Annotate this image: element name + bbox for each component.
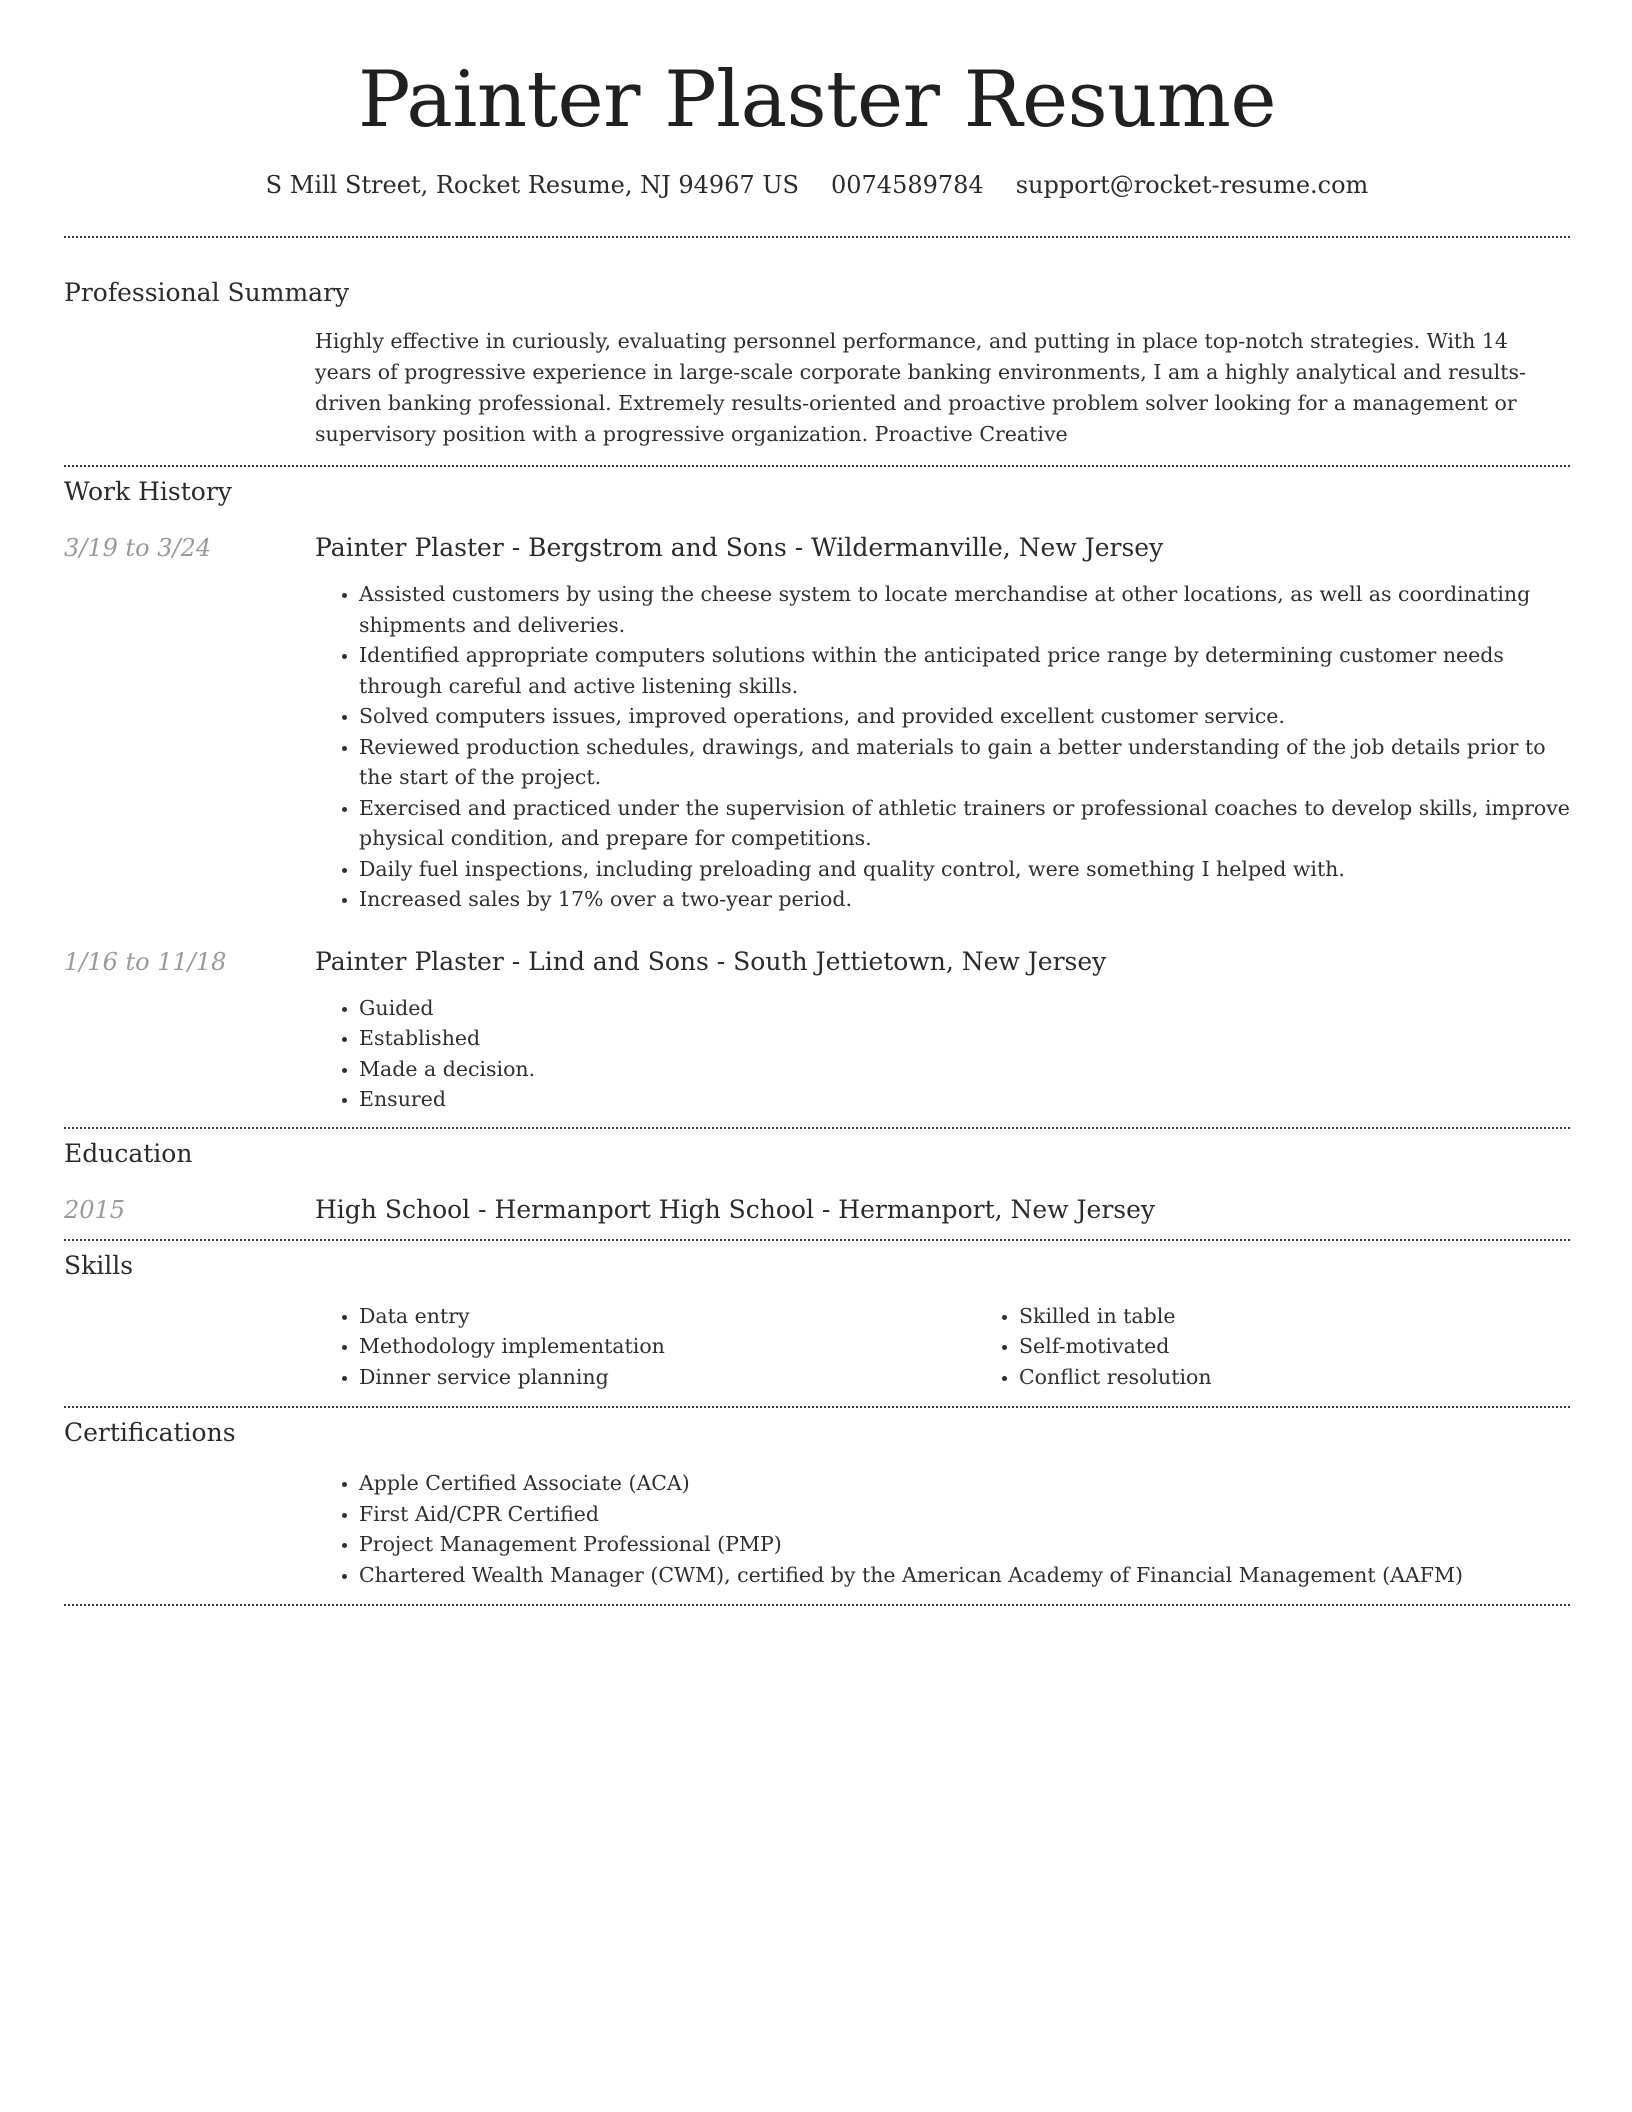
summary-title: Professional Summary <box>64 278 350 307</box>
resume-title: Painter Plaster Resume <box>357 55 1277 145</box>
skills-grid <box>315 1301 1632 1393</box>
job-dates: 3/19 to 3/24 <box>64 534 212 562</box>
section-divider <box>64 1604 1570 1606</box>
work-history-section <box>64 467 1570 1115</box>
education-title: Education <box>64 1138 193 1168</box>
job-entry <box>64 945 1570 1115</box>
job-bullets <box>315 579 1570 915</box>
job-entry <box>64 531 1570 915</box>
resume-header <box>64 0 1570 202</box>
education-section <box>64 1129 1570 1227</box>
list-item: • Identified appropriate computers solutions within the anticipated price range by determining customer needs through careful and active listening skills. <box>359 640 1570 701</box>
list-item: • Project Management Professional (PMP) <box>359 1529 1570 1560</box>
job-heading: Painter Plaster - Bergstrom and Sons - Wildermanville, New Jersey <box>315 533 1164 562</box>
contact-address: S Mill Street, Rocket Resume, NJ 94967 US <box>265 171 799 199</box>
skills-column <box>975 1301 1632 1393</box>
certifications-list <box>315 1468 1570 1590</box>
list-item: • Daily fuel inspections, including preloading and quality control, were something I helped with. <box>359 854 1570 885</box>
list-item: • Reviewed production schedules, drawings, and materials to gain a better understanding of the job details prior to the start of the project. <box>359 732 1570 793</box>
contact-phone: 0074589784 <box>830 171 984 199</box>
contact-email: support@rocket-resume.com <box>1015 171 1369 199</box>
education-degree: High School <box>315 1194 471 1224</box>
list-item: • Apple Certified Associate (ACA) <box>359 1468 1570 1499</box>
list-item: • Made a decision. <box>359 1054 1570 1085</box>
work-history-title: Work History <box>64 477 232 506</box>
list-item: • Ensured <box>359 1084 1570 1115</box>
list-item: • Chartered Wealth Manager (CWM), certified by the American Academy of Financial Management (AAFM) <box>359 1560 1570 1591</box>
summary-text: Highly effective in curiously, evaluating personnel performance, and putting in place top-notch strategies. With 14 years of progressive experience in large-scale corporate banking environments, I am a highly analytical and results-driven banking professional. Extremely results-oriented and proactive problem solver looking for a management or supervisory position with a progressive organization. Proactive Creative <box>315 329 1526 446</box>
education-school: - Hermanport High School - Hermanport, New Jersey <box>470 1194 1156 1224</box>
list-item: • Guided <box>359 993 1570 1024</box>
list-item: • Assisted customers by using the cheese system to locate merchandise at other locations, as well as coordinating shipments and deliveries. <box>359 579 1570 640</box>
education-heading <box>315 1193 1570 1227</box>
list-item: • Dinner service planning <box>359 1362 975 1393</box>
job-dates: 1/16 to 11/18 <box>64 947 227 976</box>
certifications-section <box>64 1408 1570 1590</box>
list-item: • Increased sales by 17% over a two-year period. <box>359 884 1570 915</box>
list-item: • Exercised and practiced under the supervision of athletic trainers or professional coaches to develop skills, improve physical condition, and prepare for competitions. <box>359 793 1570 854</box>
job-heading: Painter Plaster - Lind and Sons - South Jettietown, New Jersey <box>315 946 1107 976</box>
list-item: • Methodology implementation <box>359 1331 975 1362</box>
education-entry <box>64 1193 1570 1227</box>
list-item: • Established <box>359 1023 1570 1054</box>
skills-column <box>315 1301 975 1393</box>
skills-title: Skills <box>64 1250 134 1280</box>
skills-section <box>64 1241 1570 1393</box>
list-item: • First Aid/CPR Certified <box>359 1499 1570 1530</box>
list-item: • Skilled in table <box>1019 1301 1632 1332</box>
job-bullets <box>315 993 1570 1115</box>
certifications-title: Certifications <box>64 1418 236 1447</box>
list-item: • Data entry <box>359 1301 975 1332</box>
list-item: • Self-motivated <box>1019 1331 1632 1362</box>
list-item: • Solved computers issues, improved operations, and provided excellent customer service. <box>359 701 1570 732</box>
list-item: • Conflict resolution <box>1019 1362 1632 1393</box>
contact-line <box>64 168 1570 202</box>
summary-section <box>64 238 1570 450</box>
education-year: 2015 <box>64 1195 126 1224</box>
